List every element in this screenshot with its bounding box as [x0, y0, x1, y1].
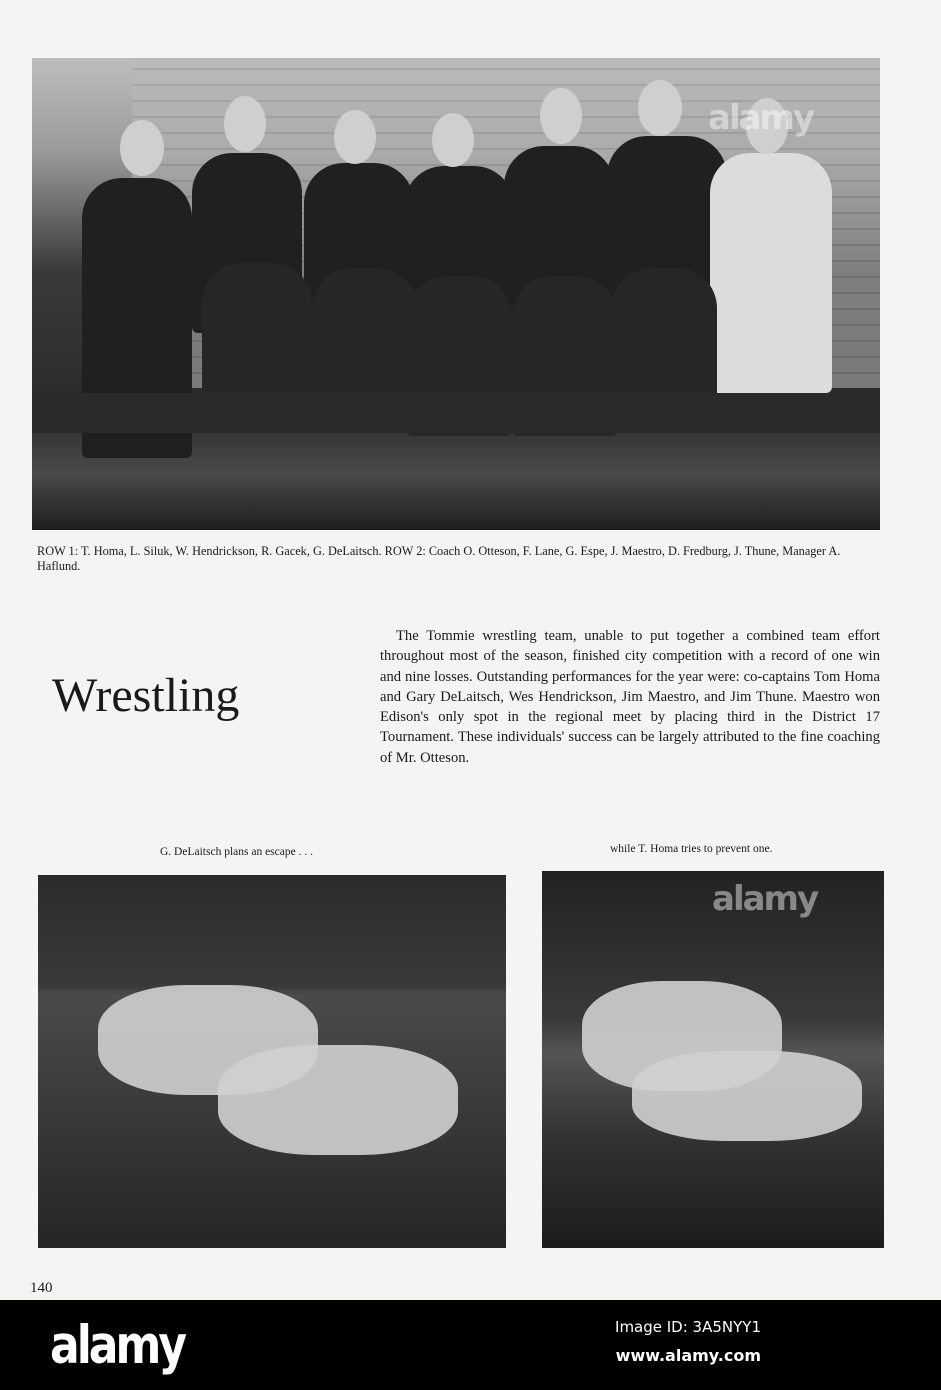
- right-photo-caption: while T. Homa tries to prevent one.: [610, 843, 773, 855]
- image-id: Image ID: 3A5NYY1: [615, 1318, 761, 1336]
- page-number: 140: [30, 1280, 53, 1296]
- watermark: alamy: [712, 879, 818, 919]
- wrestling-action-photo-left: [38, 875, 506, 1248]
- page-title: Wrestling: [52, 669, 240, 722]
- manager-letter-sweater: [710, 153, 832, 393]
- head: [638, 80, 682, 136]
- wrestlers: [218, 1045, 458, 1155]
- wrestling-action-photo-right: [542, 871, 884, 1248]
- bench: [32, 393, 880, 433]
- wrestlers: [632, 1051, 862, 1141]
- head: [334, 110, 376, 164]
- stock-footer: [0, 1300, 941, 1390]
- footer-url[interactable]: www.alamy.com: [615, 1346, 761, 1365]
- alamy-logo: alamy: [50, 1314, 184, 1377]
- team-photo: [32, 58, 880, 530]
- watermark: alamy: [708, 98, 814, 138]
- head: [120, 120, 164, 176]
- head: [432, 113, 474, 167]
- head: [224, 96, 266, 152]
- team-photo-caption: ROW 1: T. Homa, L. Siluk, W. Hendrickson, R. Gacek, G. DeLaitsch. ROW 2: Coach O. Otteson, F. Lane, G. Espe, J. Maestro, D. Fredburg, J. Thune, Manager A. Haflund.: [37, 544, 841, 573]
- article-body: The Tommie wrestling team, unable to put together a combined team effort throughout most of the season, finished city competition with a record of one win and nine losses. Outstanding performances for the year were: co-captains Tom Homa and Gary DeLaitsch, Wes Hendrickson, Jim Maestro, and Jim Thune. Maestro won Edison's only spot in the regional meet by placing third in the District 17 Tournament. These individuals' success can be largely attributed to the fine coaching of Mr. Otteson.: [380, 628, 880, 766]
- left-photo-caption: G. DeLaitsch plans an escape . . .: [160, 846, 313, 858]
- head: [540, 88, 582, 144]
